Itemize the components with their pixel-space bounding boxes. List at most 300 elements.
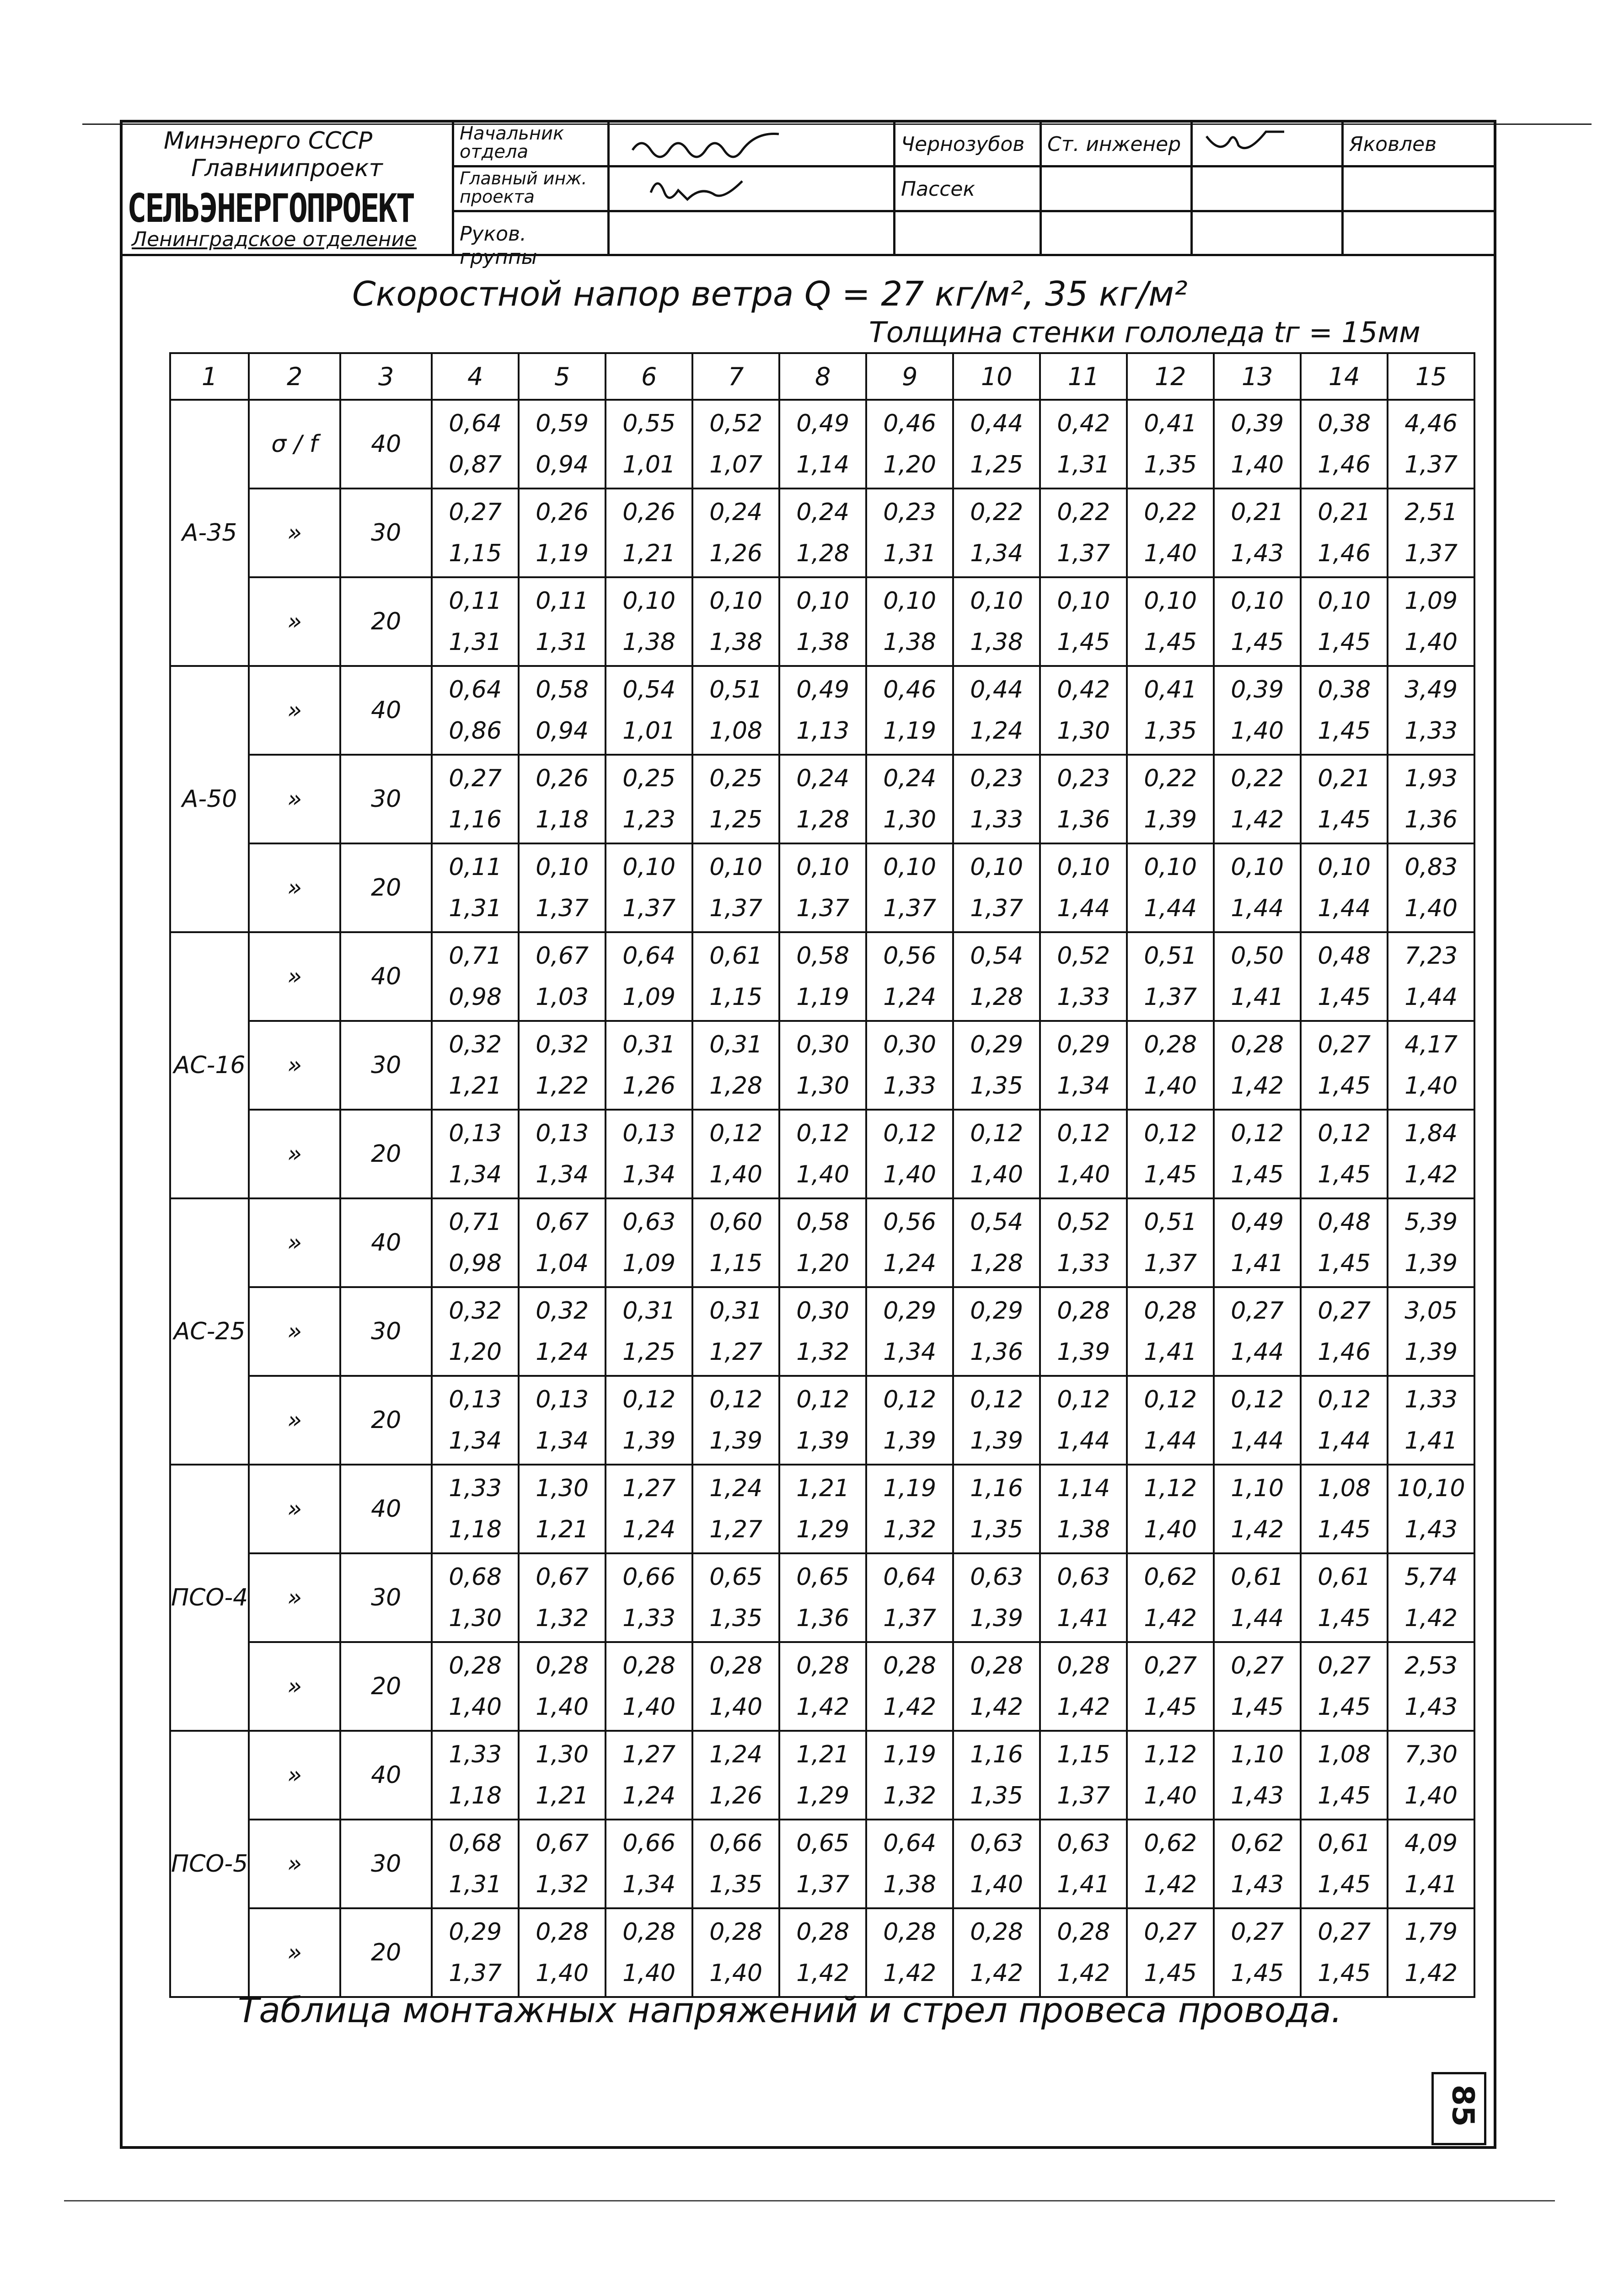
value-cell [1301, 1908, 1388, 1997]
value-cell [692, 1110, 779, 1198]
sag-value: 1,41 [1057, 1605, 1110, 1632]
sag-value: 1,30 [449, 1605, 502, 1632]
sag-value: 1,40 [1231, 451, 1284, 478]
value-cell [1040, 1287, 1127, 1376]
sag-value: 1,40 [1144, 540, 1197, 567]
sag-value: 1,34 [449, 1161, 502, 1188]
sag-value: 1,37 [796, 1871, 850, 1898]
tension-value: 0,10 [883, 587, 937, 615]
value-cell [1214, 1642, 1301, 1731]
parameter-mark: » [249, 843, 340, 932]
tension-value: 0,30 [883, 1031, 937, 1058]
value-cell [1040, 577, 1127, 666]
sag-value: 1,24 [536, 1338, 589, 1366]
value-cell [1040, 400, 1127, 489]
sag-value: 1,45 [1144, 1960, 1197, 1987]
page-number: 85 [1445, 2084, 1481, 2127]
tension-value: 0,26 [536, 765, 589, 792]
tension-value: 0,21 [1318, 499, 1371, 526]
sag-value: 1,32 [536, 1605, 589, 1632]
sag-value: 1,45 [1318, 1605, 1371, 1632]
value-cell [779, 1198, 866, 1287]
sag-value: 1,39 [709, 1427, 763, 1455]
tension-value: 0,29 [449, 1918, 502, 1946]
tension-value: 0,12 [1057, 1120, 1110, 1147]
sag-value: 1,21 [449, 1072, 502, 1100]
sag-value: 1,38 [709, 628, 763, 656]
tension-value: 0,11 [449, 587, 502, 615]
sag-value: 1,15 [449, 540, 502, 567]
parameter-mark: » [249, 577, 340, 666]
sag-value: 1,45 [1318, 1516, 1371, 1543]
value-cell [1388, 666, 1474, 755]
table-row [170, 1287, 1474, 1376]
value-cell [606, 1465, 692, 1553]
sag-value: 1,40 [709, 1960, 763, 1987]
value-cell [606, 577, 692, 666]
value-cell [432, 1642, 519, 1731]
sag-value: 1,45 [1318, 1161, 1371, 1188]
span-value: 40 [340, 932, 432, 1021]
value-cell [1388, 1908, 1474, 1997]
sag-value: 1,40 [1144, 1072, 1197, 1100]
tension-value: 0,22 [1144, 765, 1197, 792]
sag-value: 1,33 [883, 1072, 937, 1100]
page-number-box [1431, 2072, 1486, 2145]
sag-value: 1,40 [536, 1960, 589, 1987]
value-cell [953, 1820, 1040, 1908]
table-row [170, 666, 1474, 755]
sag-value: 1,41 [1404, 1427, 1458, 1455]
value-cell [1301, 1287, 1388, 1376]
sag-value: 1,25 [622, 1338, 676, 1366]
sag-value: 1,18 [449, 1782, 502, 1809]
value-cell [432, 843, 519, 932]
value-cell [779, 577, 866, 666]
tension-value: 0,63 [1057, 1563, 1110, 1591]
value-cell [519, 1642, 606, 1731]
column-header: 6 [606, 353, 692, 400]
value-cell [432, 1820, 519, 1908]
tension-value: 0,12 [1318, 1120, 1371, 1147]
tension-value: 0,46 [883, 676, 937, 703]
tension-value: 0,68 [449, 1563, 502, 1591]
tension-value: 0,24 [796, 765, 850, 792]
empty-cell [1193, 167, 1344, 212]
parameter-mark: σ / f [249, 400, 340, 489]
sag-value: 1,36 [796, 1605, 850, 1632]
tension-value: 0,31 [622, 1031, 676, 1058]
value-cell [1388, 1198, 1474, 1287]
sag-value: 1,32 [883, 1782, 937, 1809]
tension-value: 0,61 [1318, 1563, 1371, 1591]
tension-value: 0,63 [1057, 1830, 1110, 1857]
value-cell [779, 843, 866, 932]
tension-value: 0,38 [1318, 410, 1371, 437]
value-cell [1388, 1287, 1474, 1376]
value-cell [606, 1642, 692, 1731]
sag-value: 1,38 [796, 628, 850, 656]
tension-value: 0,28 [796, 1918, 850, 1946]
sag-value: 1,42 [1404, 1960, 1458, 1987]
value-cell [1388, 1021, 1474, 1110]
organization-block [123, 123, 454, 256]
sag-value: 1,20 [796, 1250, 850, 1277]
institute-name: Главниипроект [191, 155, 383, 182]
value-cell [606, 1553, 692, 1642]
tension-value: 0,66 [622, 1563, 676, 1591]
value-cell [519, 489, 606, 577]
column-header: 11 [1040, 353, 1127, 400]
value-cell [866, 755, 953, 843]
tension-value: 1,08 [1318, 1741, 1371, 1768]
value-cell [779, 1642, 866, 1731]
tension-value: 0,39 [1231, 676, 1284, 703]
value-cell [953, 1287, 1040, 1376]
sag-value: 1,43 [1404, 1693, 1458, 1721]
value-cell [1301, 932, 1388, 1021]
tension-value: 0,30 [796, 1031, 850, 1058]
sag-value: 1,40 [1404, 1072, 1458, 1100]
tension-value: 0,51 [1144, 1208, 1197, 1236]
sag-value: 1,33 [1057, 983, 1110, 1011]
tension-value: 0,27 [1318, 1031, 1371, 1058]
tension-value: 0,13 [536, 1120, 589, 1147]
tension-value: 0,31 [709, 1031, 763, 1058]
value-cell [1127, 755, 1214, 843]
parameter-mark: » [249, 489, 340, 577]
tension-value: 0,68 [449, 1830, 502, 1857]
value-cell [953, 1198, 1040, 1287]
parameter-mark: » [249, 1553, 340, 1642]
sag-value: 1,19 [536, 540, 589, 567]
tension-value: 0,61 [709, 942, 763, 970]
value-cell [1388, 1553, 1474, 1642]
value-cell [953, 1376, 1040, 1465]
empty-cell [1042, 167, 1193, 212]
value-cell [606, 1820, 692, 1908]
sag-value: 1,29 [796, 1782, 850, 1809]
tension-value: 0,63 [970, 1830, 1024, 1857]
tension-value: 0,22 [970, 499, 1024, 526]
value-cell [519, 932, 606, 1021]
sag-value: 1,35 [970, 1782, 1024, 1809]
sag-value: 1,30 [883, 806, 937, 833]
tension-value: 0,10 [622, 854, 676, 881]
sag-value: 1,03 [536, 983, 589, 1011]
tension-value: 0,13 [449, 1120, 502, 1147]
tension-value: 0,28 [1057, 1652, 1110, 1680]
value-cell [1214, 666, 1301, 755]
value-cell [866, 577, 953, 666]
sag-value: 1,34 [536, 1161, 589, 1188]
tension-value: 0,27 [1231, 1652, 1284, 1680]
sag-value: 1,23 [622, 806, 676, 833]
span-value: 40 [340, 1198, 432, 1287]
tension-value: 1,93 [1404, 765, 1458, 792]
sag-value: 1,14 [796, 451, 850, 478]
sag-value: 1,34 [970, 540, 1024, 567]
tension-value: 0,12 [970, 1120, 1024, 1147]
tension-value: 0,67 [536, 1208, 589, 1236]
sag-value: 1,31 [449, 895, 502, 922]
tension-value: 0,22 [1231, 765, 1284, 792]
sag-value: 1,24 [622, 1516, 676, 1543]
sag-value: 1,46 [1318, 540, 1371, 567]
value-cell [1214, 1021, 1301, 1110]
value-cell [779, 1376, 866, 1465]
tension-value: 0,13 [536, 1386, 589, 1413]
sag-value: 1,19 [883, 717, 937, 745]
sag-value: 1,39 [622, 1427, 676, 1455]
value-cell [866, 843, 953, 932]
sag-value: 1,42 [1404, 1161, 1458, 1188]
value-cell [866, 1731, 953, 1820]
value-cell [1301, 1553, 1388, 1642]
tension-value: 3,49 [1404, 676, 1458, 703]
value-cell [606, 489, 692, 577]
span-value: 40 [340, 1465, 432, 1553]
role-cell-1: Начальник отдела [454, 123, 610, 167]
sag-value: 1,39 [1144, 806, 1197, 833]
parameter-mark: » [249, 666, 340, 755]
tension-value: 0,27 [449, 499, 502, 526]
value-cell [953, 932, 1040, 1021]
sag-value: 1,16 [449, 806, 502, 833]
tension-value: 0,83 [1404, 854, 1458, 881]
tension-value: 1,14 [1057, 1475, 1110, 1502]
tension-value: 0,10 [1057, 587, 1110, 615]
sag-value: 1,42 [883, 1960, 937, 1987]
value-cell [866, 666, 953, 755]
tension-value: 1,16 [970, 1475, 1024, 1502]
value-cell [779, 489, 866, 577]
value-cell [866, 932, 953, 1021]
value-cell [1388, 1376, 1474, 1465]
parameter-mark: » [249, 755, 340, 843]
sag-value: 1,42 [1231, 1516, 1284, 1543]
parameter-mark: » [249, 1376, 340, 1465]
sag-value: 1,27 [709, 1516, 763, 1543]
tension-value: 0,27 [1231, 1297, 1284, 1325]
tension-value: 0,54 [970, 1208, 1024, 1236]
sag-value: 1,20 [883, 451, 937, 478]
column-header: 9 [866, 353, 953, 400]
sag-value: 1,31 [1057, 451, 1110, 478]
tension-value: 0,64 [449, 410, 502, 437]
tension-value: 1,10 [1231, 1475, 1284, 1502]
sag-value: 1,42 [1057, 1960, 1110, 1987]
tension-value: 0,10 [970, 854, 1024, 881]
role-cell-3: Руков. группы [454, 212, 610, 256]
value-cell [692, 1287, 779, 1376]
tension-value: 2,51 [1404, 499, 1458, 526]
sag-value: 1,44 [1318, 1427, 1371, 1455]
value-cell [1040, 755, 1127, 843]
tension-value: 0,22 [1057, 499, 1110, 526]
value-cell [692, 1642, 779, 1731]
value-cell [432, 577, 519, 666]
tension-value: 0,56 [883, 942, 937, 970]
value-cell [1127, 1110, 1214, 1198]
signature-mark [628, 123, 793, 164]
value-cell [606, 1376, 692, 1465]
value-cell [1040, 1376, 1127, 1465]
tension-value: 0,13 [622, 1120, 676, 1147]
tension-value: 0,28 [536, 1652, 589, 1680]
sag-value: 1,24 [622, 1782, 676, 1809]
conductor-name: ПСО-4 [170, 1465, 249, 1731]
sag-value: 1,26 [709, 540, 763, 567]
sag-value: 1,40 [796, 1161, 850, 1188]
tension-value: 0,10 [1144, 587, 1197, 615]
sag-value: 1,45 [1318, 1693, 1371, 1721]
sag-value: 1,45 [1231, 1161, 1284, 1188]
sag-value: 1,40 [709, 1693, 763, 1721]
tension-value: 0,39 [1231, 410, 1284, 437]
column-header: 8 [779, 353, 866, 400]
value-cell [1301, 1731, 1388, 1820]
tension-value: 4,46 [1404, 410, 1458, 437]
sag-value: 1,31 [449, 1871, 502, 1898]
tension-value: 0,54 [622, 676, 676, 703]
name-cell-3 [895, 212, 1042, 256]
tension-value: 4,09 [1404, 1830, 1458, 1857]
value-cell [692, 489, 779, 577]
sag-value: 1,41 [1057, 1871, 1110, 1898]
parameter-mark: » [249, 1021, 340, 1110]
value-cell [779, 1908, 866, 1997]
value-cell [1040, 1198, 1127, 1287]
value-cell [432, 1376, 519, 1465]
sag-value: 1,29 [796, 1516, 850, 1543]
value-cell [1040, 1553, 1127, 1642]
tension-value: 1,84 [1404, 1120, 1458, 1147]
tension-value: 1,33 [1404, 1386, 1458, 1413]
tension-value: 0,50 [1231, 942, 1284, 970]
value-cell [606, 755, 692, 843]
tension-value: 0,23 [1057, 765, 1110, 792]
value-cell [1214, 1731, 1301, 1820]
tension-value: 0,28 [622, 1918, 676, 1946]
value-cell [1214, 1820, 1301, 1908]
tension-value: 0,28 [1057, 1297, 1110, 1325]
sag-value: 1,38 [883, 1871, 937, 1898]
tension-value: 0,61 [1231, 1563, 1284, 1591]
sag-value: 1,37 [883, 895, 937, 922]
tension-value: 2,53 [1404, 1652, 1458, 1680]
sag-value: 1,42 [796, 1693, 850, 1721]
tension-value: 0,56 [883, 1208, 937, 1236]
value-cell [1127, 400, 1214, 489]
sag-value: 1,44 [1231, 1605, 1284, 1632]
value-cell [1388, 577, 1474, 666]
value-cell [953, 666, 1040, 755]
value-cell [1127, 843, 1214, 932]
value-cell [692, 1465, 779, 1553]
tension-value: 0,29 [1057, 1031, 1110, 1058]
value-cell [1127, 1642, 1214, 1731]
sag-value: 1,41 [1231, 1250, 1284, 1277]
value-cell [692, 1731, 779, 1820]
tension-value: 0,71 [449, 942, 502, 970]
value-cell [519, 1908, 606, 1997]
sag-value: 1,18 [449, 1516, 502, 1543]
value-cell [432, 489, 519, 577]
tension-value: 0,52 [1057, 942, 1110, 970]
sag-value: 1,42 [1404, 1605, 1458, 1632]
sag-value: 1,01 [622, 451, 676, 478]
value-cell [953, 843, 1040, 932]
tension-value: 1,12 [1144, 1475, 1197, 1502]
value-cell [953, 1553, 1040, 1642]
value-cell [1214, 489, 1301, 577]
parameter-mark: » [249, 1642, 340, 1731]
value-cell [953, 1731, 1040, 1820]
value-cell [1388, 755, 1474, 843]
sag-value: 1,35 [709, 1605, 763, 1632]
parameter-mark: » [249, 1731, 340, 1820]
value-cell [692, 932, 779, 1021]
span-value: 40 [340, 1731, 432, 1820]
sag-value: 1,37 [536, 895, 589, 922]
value-cell [1127, 1376, 1214, 1465]
sag-value: 1,39 [1404, 1250, 1458, 1277]
tension-value: 0,29 [883, 1297, 937, 1325]
value-cell [692, 1820, 779, 1908]
tension-value: 1,33 [449, 1475, 502, 1502]
value-cell [432, 1553, 519, 1642]
empty-cell [1193, 212, 1344, 256]
tension-value: 0,55 [622, 410, 676, 437]
sag-value: 1,42 [970, 1960, 1024, 1987]
span-value: 30 [340, 1287, 432, 1376]
value-cell [866, 1287, 953, 1376]
value-cell [1214, 1553, 1301, 1642]
ministry-name: Минэнерго СССР [164, 127, 373, 155]
value-cell [866, 1198, 953, 1287]
sag-value: 0,94 [536, 451, 589, 478]
table-row [170, 400, 1474, 489]
value-cell [1214, 932, 1301, 1021]
value-cell [432, 1908, 519, 1997]
parameter-mark: » [249, 932, 340, 1021]
sag-value: 1,44 [1404, 983, 1458, 1011]
column-header: 5 [519, 353, 606, 400]
column-header: 7 [692, 353, 779, 400]
value-cell [1388, 400, 1474, 489]
tension-value: 0,63 [970, 1563, 1024, 1591]
tension-value: 0,23 [970, 765, 1024, 792]
column-header: 1 [170, 353, 249, 400]
conductor-name: АС-25 [170, 1198, 249, 1465]
branch-name: Ленинградское отделение [132, 228, 417, 251]
sag-value: 1,40 [1144, 1516, 1197, 1543]
value-cell [866, 1021, 953, 1110]
sag-value: 1,41 [1231, 983, 1284, 1011]
tension-value: 0,31 [622, 1297, 676, 1325]
sag-value: 1,45 [1144, 1693, 1197, 1721]
value-cell [779, 1110, 866, 1198]
tension-value: 0,54 [970, 942, 1024, 970]
sag-value: 1,42 [1057, 1693, 1110, 1721]
tension-value: 0,12 [1144, 1386, 1197, 1413]
value-cell [606, 1287, 692, 1376]
sag-value: 1,40 [709, 1161, 763, 1188]
tension-value: 0,41 [1144, 410, 1197, 437]
table-body [170, 353, 1474, 1997]
sag-value: 1,44 [1144, 895, 1197, 922]
